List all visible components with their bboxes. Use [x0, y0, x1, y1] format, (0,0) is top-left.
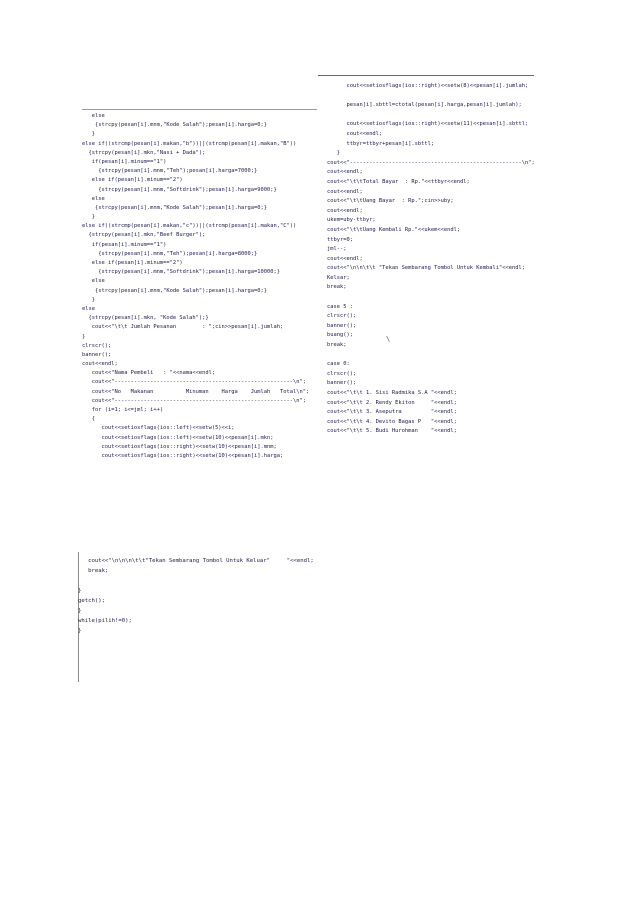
code-line: cout<<"\n\n\n\t\t"Tekan Sembarang Tombol Untuk Keluar" "<<endl; [78, 558, 314, 564]
code-line: break; [78, 568, 109, 574]
code-panel-left-top [82, 112, 322, 542]
code-line: banner(); [82, 351, 112, 358]
code-line: cout<<"-----------------------------------------------------\n"; [327, 159, 535, 166]
code-line: cout<<setiosflags(ios::right)<<setw(10)<<pesan[i].harga; [82, 452, 284, 459]
code-line: {strcpy(pesan[i].mnm,"Kode Salah");pesan[i].harga=0;} [82, 287, 267, 294]
code-line: cout<<setiosflags(ios::left)<<setw(10)<<pesan[i].mkn; [82, 434, 274, 441]
code-line: pesan[i].sbttl=ctotal(pesan[i].harga,pesan[i].jumlah); [327, 102, 522, 109]
code-line: buang(); [327, 332, 353, 339]
code-line: ttbyr=0; [327, 236, 353, 243]
code-line: cout<<endl; [327, 188, 363, 195]
code-line: {strcpy(pesan[i].mkn,"Beef Burger"); [82, 232, 206, 239]
code-line: cout<<endl; [82, 361, 118, 368]
code-line: ukem=uby-ttbyr; [327, 217, 376, 224]
code-line: {strcpy(pesan[i].mkn,"Nasi + Dada"); [82, 149, 206, 156]
code-line: else [82, 113, 105, 119]
code-line [327, 111, 535, 121]
code-line: case 0: [327, 361, 350, 368]
code-line: Kelsar; [327, 274, 350, 281]
code-line: cout<<"\t\t 1. Sisi Radmika S.A "<<endl; [327, 390, 457, 396]
code-panel-left-bottom [78, 556, 323, 686]
code-line: { [82, 416, 95, 423]
code-line: clrscr(); [327, 313, 357, 320]
code-line: } [82, 131, 95, 138]
code-line: {strcpy(pesan[i].mnm,"Kode Salah");pesan[i].harga=0;} [82, 204, 267, 211]
code-line [327, 92, 535, 102]
code-line [327, 293, 535, 303]
code-line: else if((strcmp(pesan[i].makan,"c"))||(strcmp(pesan[i].makan,"C")) [82, 223, 297, 230]
code-line: else if(pesan[i].minum=="2") [82, 177, 183, 184]
code-line: {strcpy(pesan[i].mnm,"Kode Salah");pesan[i].harga=0;} [82, 122, 267, 129]
code-line: ttbyr=ttbyr+pesan[i].sbttl; [327, 140, 435, 147]
code-line: {strcpy(pesan[i].mnm,"Softdrink");pesan[i].harga=9000;} [82, 186, 277, 193]
code-line: if(pesan[i].minum=="1") [82, 241, 167, 248]
code-panel-right [327, 82, 535, 522]
code-line: else [82, 278, 105, 285]
code-line: cout<<setiosflags(ios::right)<<setw(10)<<pesan[i].mnm; [82, 443, 277, 450]
code-line: cout<<endl; [327, 207, 363, 214]
code-line: cout<<endl; [327, 255, 363, 262]
code-line: {strcpy(pesan[i].mnm,"Teh");pesan[i].harga=8000;} [82, 250, 258, 257]
code-line: cout<<"\t\t 2. Rendy Ekiton "<<endl; [327, 399, 457, 406]
code-line: cout<<"-------------------------------------------------------\n"; [82, 397, 306, 404]
code-line: break; [327, 284, 347, 291]
code-line: cout<<"\t\t Jumlah Pesanan : ";cin>>pesan[i].jumlah; [82, 324, 284, 331]
code-line: cout<<"\t\t 5. Budi Hurohman "<<endl; [327, 428, 457, 435]
code-line: } [78, 628, 82, 634]
code-line: cout<<endl; [327, 169, 363, 176]
code-line: } [78, 608, 82, 614]
code-line: clrscr(); [82, 342, 112, 349]
code-line: cout<<"\n\n\t\t "Tekan Sembarang Tombol Untuk Kembali"<<endl; [327, 265, 525, 272]
code-line: cout<<setiosflags(ios::right)<<setw(11)<<pesan[i].sbttl; [327, 121, 529, 128]
top-rule-left [82, 109, 317, 110]
code-block [327, 82, 535, 437]
code-line: for (i=1; i<=jml; i++) [82, 407, 164, 413]
code-line: } [327, 150, 340, 157]
code-line: cout<<"\t\t 3. Aseputra "<<endl; [327, 409, 457, 416]
code-line: cout<<"\t\tUang Bayar : Rp.";cin>>uby; [327, 198, 454, 205]
code-line: {strcpy(pesan[i].mnm,"Teh");pesan[i].harga=7000;} [82, 168, 258, 175]
code-line: } [82, 214, 95, 221]
code-line: jml--; [327, 246, 347, 253]
code-line: case 5 : [327, 303, 353, 310]
code-line: cout<<setiosflags(ios::left)<<setw(5)<<i; [82, 425, 235, 432]
code-line: cout<<setiosflags(ios::right)<<setw(8)<<pesan[i].jumlah; [327, 83, 529, 89]
code-line: cout<<"\t\tTotal Bayar : Rp."<<ttbyr<<endl; [327, 178, 470, 185]
code-line: banner(); [327, 322, 357, 329]
code-line: else if(pesan[i].minum=="2") [82, 260, 183, 266]
code-line: banner(); [327, 380, 357, 387]
code-line: } [78, 588, 82, 594]
cursor-mark-icon: \ [386, 335, 391, 343]
code-line: cout<<"\t\tUang Kembali Rp."<<ukem<<endl; [327, 226, 461, 233]
code-line: cout<<"No Makanan Minuman Harga Jumlah Total\n"; [82, 388, 310, 395]
code-line: cout<<"\t\t 4. Devito Bagas P "<<endl; [327, 418, 457, 425]
top-rule-right [318, 75, 534, 76]
code-line [78, 576, 323, 586]
code-line: break; [327, 342, 347, 349]
code-line: while(pilih!=0); [78, 618, 132, 624]
code-line: {strcpy(pesan[i].mnm,"Softdrink");pesan[i].harga=10000;} [82, 269, 280, 276]
code-block [82, 112, 322, 461]
code-line: if(pesan[i].minum=="1") [82, 158, 167, 165]
code-line: } [82, 296, 95, 303]
code-line: cout<<"Nama Pembeli : "<<nama<<endl; [82, 370, 216, 377]
code-line: {strcpy(pesan[i].mkn, "Kode Salah");} [82, 315, 209, 322]
code-line [327, 351, 535, 361]
code-line: clrscr(); [327, 370, 357, 377]
code-line: else [82, 305, 95, 312]
code-line: getch(); [78, 598, 105, 604]
code-block [78, 556, 323, 636]
code-line: else if((strcmp(pesan[i].makan,"b"))||(strcmp(pesan[i].makan,"B")) [82, 140, 297, 147]
code-line: cout<<endl; [327, 130, 383, 137]
code-line: cout<<"-------------------------------------------------------\n"; [82, 379, 306, 386]
code-line: } [82, 333, 86, 340]
code-line: else [82, 195, 105, 202]
